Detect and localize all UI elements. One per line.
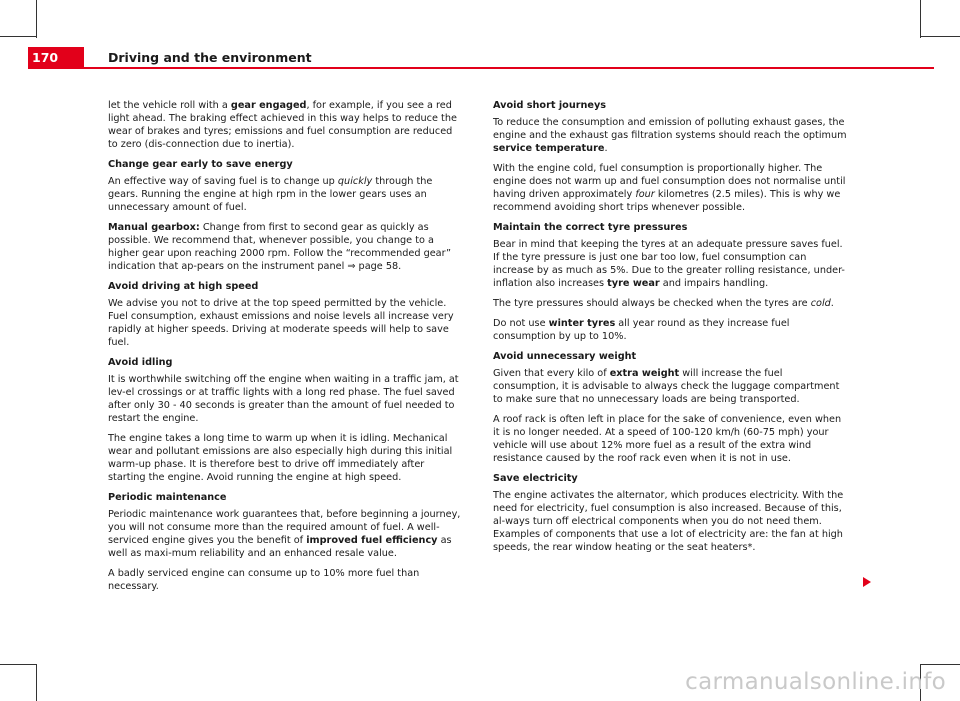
crop-mark	[920, 664, 960, 665]
crop-mark	[0, 36, 36, 37]
subheading: Avoid driving at high speed	[108, 281, 259, 292]
crop-mark	[920, 36, 960, 37]
subheading: Maintain the correct tyre pressures	[493, 222, 688, 233]
paragraph: An effective way of saving fuel is to change up quickly through the gears. Running the engine at high rpm in the lower gears uses an unnecessary amount of fuel.	[108, 176, 433, 213]
paragraph: To reduce the consumption and emission of polluting exhaust gases, the engine and the exhaust gas filtration systems should reach the optimum service temperature.	[493, 117, 847, 154]
page-number: 170	[28, 47, 84, 67]
paragraph: A roof rack is often left in place for the sake of convenience, even when it is no longer needed. At a speed of 100-120 km/h (60-75 mph) your vehicle will use about 12% more fuel as a result of the extra wind resistance caused by the roof rack even when it is not in use.	[493, 414, 842, 464]
crop-mark	[36, 0, 37, 38]
paragraph: A badly serviced engine can consume up to 10% more fuel than necessary.	[108, 568, 420, 592]
subheading: Change gear early to save energy	[108, 159, 293, 170]
paragraph: Given that every kilo of extra weight will increase the fuel consumption, it is advisable to always check the luggage compartment to make sure that no unnecessary loads are being transported.	[493, 368, 840, 405]
paragraph: Periodic maintenance work guarantees that, before beginning a journey, you will not consume more than the required amount of fuel. A well-serviced engine gives you the benefit of improved fuel efficiency as well as maxi-mum reliability and an enhanced resale value.	[108, 509, 461, 559]
watermark: carmanualsonline.info	[685, 669, 946, 695]
paragraph: Do not use winter tyres all year round as they increase fuel consumption by up to 10%.	[493, 318, 790, 342]
subheading: Save electricity	[493, 473, 578, 484]
paragraph: Bear in mind that keeping the tyres at an adequate pressure saves fuel. If the tyre pressure is just one bar too low, fuel consumption can increase by as much as 5%. Due to the greater rolling resistance, under-inflation also increases tyre wear and impairs handling.	[493, 239, 845, 289]
crop-mark	[920, 0, 921, 38]
left-column	[108, 99, 464, 600]
paragraph: It is worthwhile switching off the engine when waiting in a traffic jam, at lev-el crossings or at traffic lights with a long red phase. The fuel saved after only 30 - 40 seconds is greater than the amount of fuel needed to restart the engine.	[108, 374, 459, 424]
subheading: Avoid unnecessary weight	[493, 351, 637, 362]
paragraph: With the engine cold, fuel consumption is proportionally higher. The engine does not warm up and fuel consumption does not normalise until having driven approximately four kilometres (2.5 miles). This is why we recommend avoiding short trips whenever possible.	[493, 163, 846, 213]
paragraph: The tyre pressures should always be checked when the tyres are cold.	[493, 298, 834, 309]
right-column	[493, 99, 849, 561]
right-arrow-icon	[863, 577, 871, 587]
section-title: Driving and the environment	[108, 50, 312, 65]
paragraph: let the vehicle roll with a gear engaged, for example, if you see a red light ahead. The braking effect achieved in this way helps to reduce the wear of brakes and tyres; emissions and fuel consumption are reduced to zero (dis-connection due to inertia).	[108, 100, 457, 150]
paragraph: Manual gearbox: Change from first to second gear as quickly as possible. We recommend that, whenever possible, you change to a higher gear upon reaching 2000 rpm. Follow the “recommended gear” indication that ap-pears on the instrument panel ⇒ page 58.	[108, 222, 452, 272]
paragraph: The engine takes a long time to warm up when it is idling. Mechanical wear and pollutant emissions are also especially high during this initial warm-up phase. It is therefore best to drive off immediately after starting the engine. Avoid running the engine at high speed.	[108, 433, 453, 483]
header-divider	[28, 67, 934, 69]
subheading: Avoid short journeys	[493, 100, 607, 111]
subheading: Avoid idling	[108, 357, 173, 368]
crop-mark	[0, 664, 36, 665]
paragraph: We advise you not to drive at the top speed permitted by the vehicle. Fuel consumption, exhaust emissions and noise levels all increase very rapidly at higher speeds. Driving at moderate speeds will help to save fuel.	[108, 298, 454, 348]
subheading: Periodic maintenance	[108, 492, 227, 503]
paragraph: The engine activates the alternator, which produces electricity. With the need for electricity, fuel consumption is also increased. Because of this, al-ways turn off electrical components when you do not need them. Examples of components that use a lot of electricity are: the fan at high speeds, the rear window heating or the seat heaters*.	[493, 490, 844, 553]
crop-mark	[36, 664, 37, 701]
